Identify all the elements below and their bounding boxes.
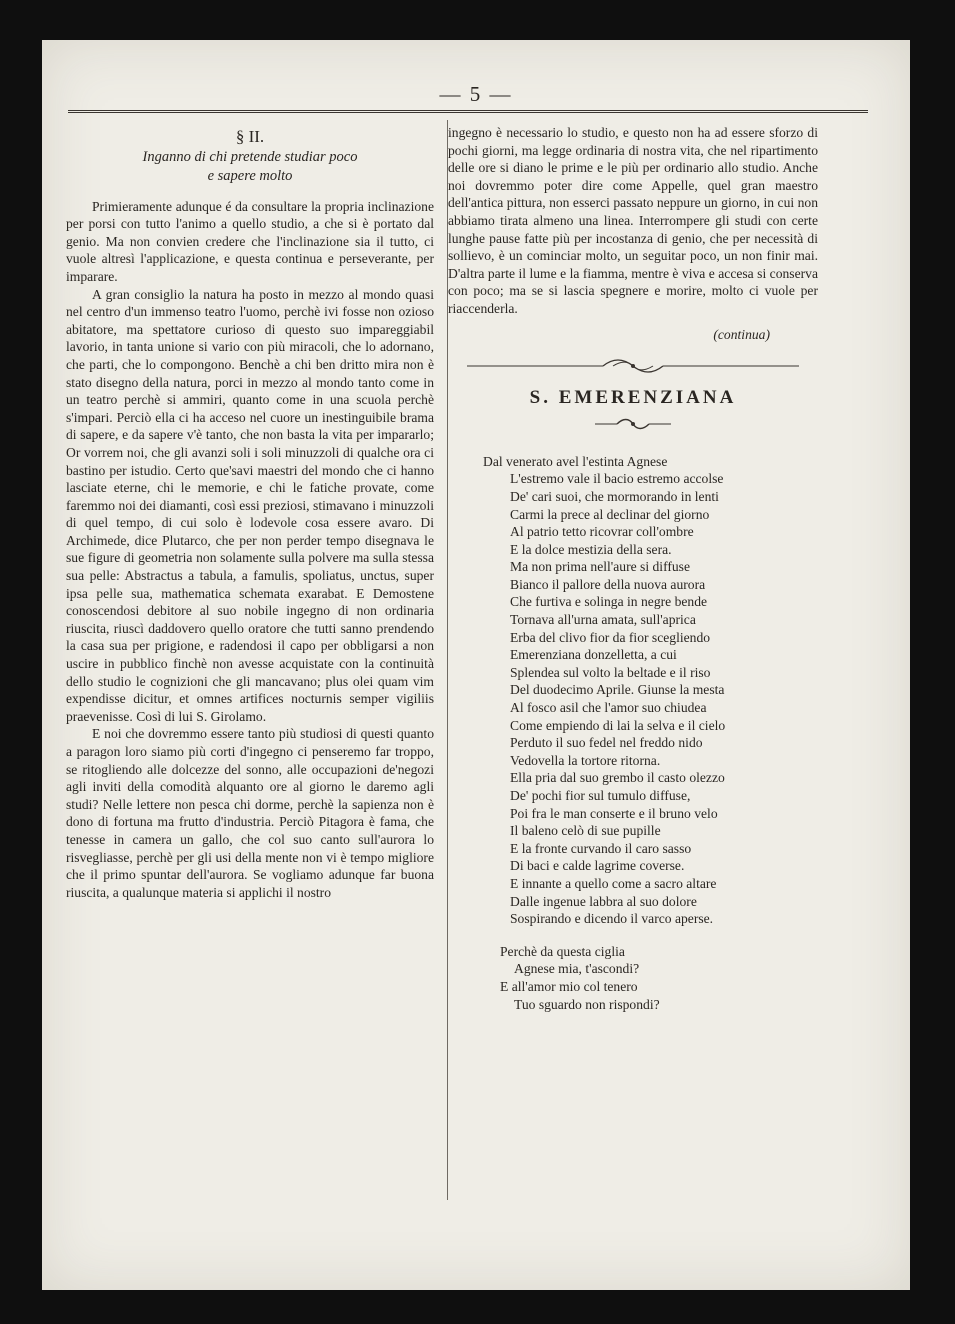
poem-line: Tornava all'urna amata, sull'aprica	[510, 612, 696, 628]
right-column	[448, 124, 818, 1013]
poem-line: Vedovella la tortore ritorna.	[510, 752, 661, 768]
poem-line: E la dolce mestizia della sera.	[510, 541, 672, 557]
poem-line: E innante a quello come a sacro altare	[510, 875, 717, 891]
poem-line: Perchè da questa ciglia	[500, 943, 625, 959]
paragraph-3: E noi che dovremmo essere tanto più studiosi di questi quanto a paragon loro siamo più corti d'ingegno ci penseremo far troppo, se ritogliendo alle dolcezze del sonno, alle occupazioni de'negozi agli inviti della comodità alquanto ore al giorno le daremo agli studi? Nelle lettere non pesca chi dorme, perchè la sapienza non è dono di fortuna ma frutto d'industria. Perciò Pitagora è fama, che tenesse in camera un gallo, che col suo canto sull'aurora lo risvegliasse, perchè per gli usi della mente non vi è tempo migliore che il primo spuntar dell'aurora. Se vogliamo adunque far buona riuscita, a qualunque materia si applichi il nostro	[66, 726, 434, 900]
header-rule	[68, 110, 868, 113]
poem-line: Perduto il suo fedel nel freddo nido	[510, 735, 703, 751]
poem-line: Al patrio tetto ricovrar coll'ombre	[510, 524, 694, 540]
continua-note: (continua)	[713, 326, 770, 342]
poem-line: Dalle ingenue labbra al suo dolore	[510, 893, 697, 909]
poem-line: Al fosco asil che l'amor suo chiudea	[510, 700, 707, 716]
poem-line: Erba del clivo fior da fior scegliendo	[510, 629, 711, 645]
poem	[448, 453, 818, 1013]
poem-line: L'estremo vale il bacio estremo accolse	[510, 471, 724, 487]
poem-line: De' cari suoi, che mormorando in lenti	[510, 488, 719, 504]
paragraph-2: A gran consiglio la natura ha posto in mezzo al mondo quasi nel centro d'un immenso teatro l'uomo, perchè ivi fosse non ozioso abitatore, ma spettatore curioso di questo suo impareggiabil lavorio, in tanta unione si vario con più miracoli, che lo adornano, che parti, che lo compongono. Benchè a chi ben dritto mira non è stato disegno della natura, porci in mezzo al mondo tanto come in un teatro perchè si ammiri, quanto come in una scuola perchè s'impari. Perciò ella ci ha acceso nel cuore un inestinguibile brama di sapere, e da sapere v'è tanto, che non basta la vita per impararlo; Or vorrem noi, che gli avanzi soli i soli minuzzoli di qualche ora ci bastino per istudio. Certo que'savi maestri del mondo che ci hanno lasciate eterne, chi le memorie, e chi le fatiche provate, come faremmo noi dei diamanti, così essi preziosi, stimavano i minuzzoli di quel tempo, di cui solo è lodevole cosa essere avaro. Di Archimede, dice Plutarco, che per non perder tempo disegnava le sue figure di geometria non solamente sulla polvere ma sulla stessa sua pelle: Abstractus a tabula, a famulis, spoliatus, unctus, super ipsa pelle sua, mathematica schemata exarabat. E Demostene conoscendosi debitore al suo nobile ingegno di non ordinaria riuscita, riuscì daddovero quello oratore che tutti sanno prendendo la casa sua per prigione, e radendosi il capo per obbligarsi a non uscire in pubblico finchè non avesse acquistate con la continuità dello studio le cognizioni che gli mancavano; plus olei quam vim expendisse dicitur, et omnes artifices nocturnis semper vigiliis praevenisse. Così di lui S. Girolamo.	[66, 286, 434, 724]
small-ornament-divider	[593, 417, 673, 431]
poem-line: E la fronte curvando il caro sasso	[510, 840, 692, 856]
poem-line: Sospirando e dicendo il varco aperse.	[510, 911, 714, 927]
poem-line: E all'amor mio col tenero	[500, 978, 638, 994]
poem-stanza-2	[448, 943, 818, 1013]
left-column	[66, 124, 434, 901]
continued-paragraph: ingegno è necessario lo studio, e questo non ha ad essere sforzo di pochi giorni, ma legge ordinaria di nostra vita, che nel ripartimento delle ore si diano le prime e le più per ordinario allo studio. Anche noi dovremmo poter dire come Appelle, quel gran maestro dell'antica pittura, non esserci passato neppure un giorno, in cui non abbiamo tirata almeno una linea. Interrompere gli studi con certe lunghe pause fatte più per incostanza di genio, che per necessità di sollievo, è un cominciar molto, un seguitar poco, un non finir mai. D'altra parte il lume e la fiamma, mentre è viva e accesa si conserva con poco; ma se si lascia spegnere e morire, molto ci vuole per riaccenderla.	[448, 125, 818, 316]
poem-line: Che furtiva e solinga in negre bende	[510, 594, 708, 610]
poem-title: S. EMERENZIANA	[529, 387, 737, 409]
wide-ornament-divider	[463, 357, 803, 375]
page-number: — 5 —	[439, 82, 513, 106]
poem-line: De' pochi fior sul tumulo diffuse,	[510, 788, 691, 803]
section-title-line-2: e sapere molto	[207, 167, 293, 184]
poem-line: Bianco il pallore della nuova aurora	[510, 576, 706, 592]
paragraph-1: Primieramente adunque é da consultare la propria inclinazione per porsi con tutto l'animo a quello studio, a che si è portato dal genio. Ma non convien credere che l'inclinazione sia il tutto, ci vuole altresì l'applicazione, e questa continua e perseverante, per imparare.	[66, 198, 434, 284]
poem-line: Di baci e calde lagrime coverse.	[510, 858, 685, 874]
poem-line: Come empiendo di lai la selva e il cielo	[510, 717, 726, 733]
newspaper-page	[42, 40, 910, 1290]
poem-line: Dal venerato avel l'estinta Agnese	[483, 453, 668, 469]
section-title-line-1: Inganno di chi pretende studiar poco	[142, 148, 358, 165]
poem-line: Tuo sguardo non rispondi?	[514, 996, 660, 1012]
poem-line: Ella pria dal suo grembo il casto olezzo	[510, 770, 725, 786]
poem-line: Poi fra le man conserte e il bruno velo	[510, 805, 718, 821]
poem-line: Del duodecimo Aprile. Giunse la mesta	[510, 682, 725, 698]
poem-line: Carmi la prece al declinar del giorno	[510, 506, 710, 522]
poem-line: Agnese mia, t'ascondi?	[514, 961, 640, 977]
poem-line: Splendea sul volto la beltade e il riso	[510, 664, 711, 680]
poem-line: Il baleno celò di sue pupille	[510, 823, 661, 839]
section-number: § II.	[235, 127, 265, 146]
poem-line: Emerenziana donzelletta, a cui	[510, 647, 677, 663]
poem-line: Ma non prima nell'aure si diffuse	[510, 559, 691, 575]
